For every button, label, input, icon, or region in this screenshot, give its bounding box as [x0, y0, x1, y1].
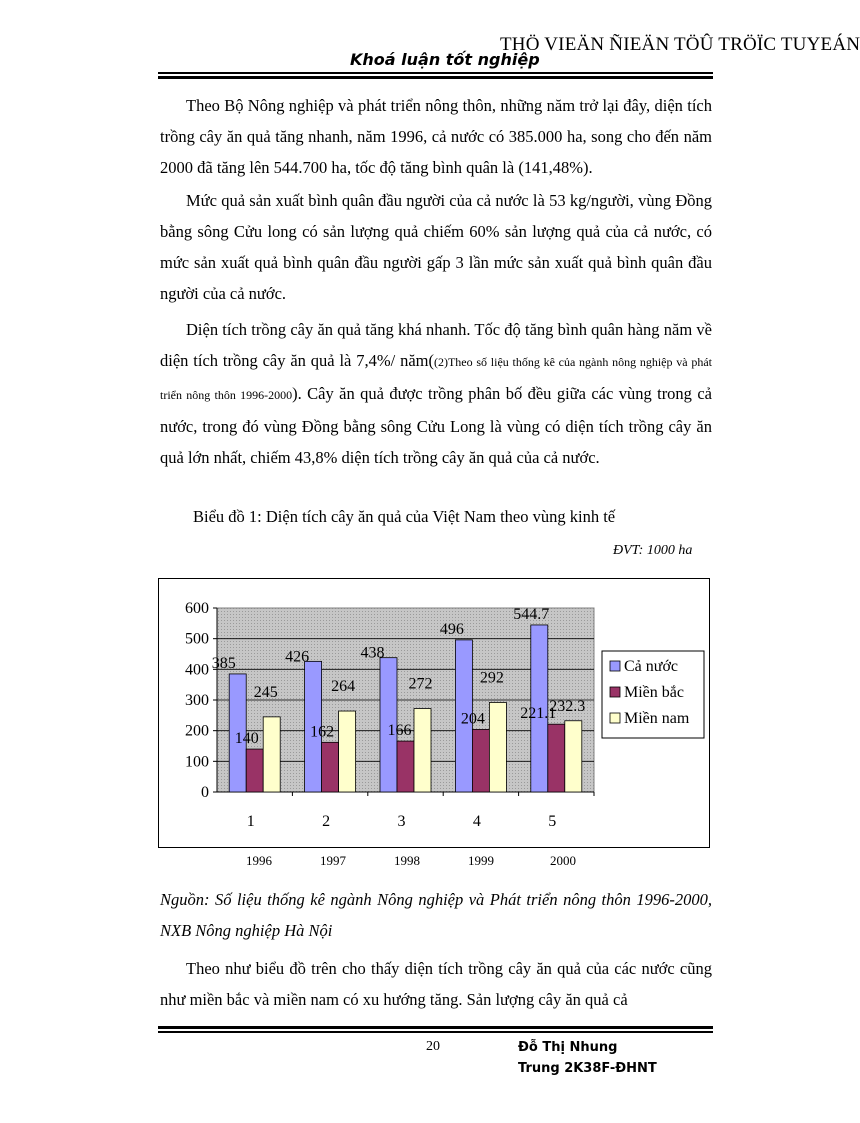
bar	[246, 749, 263, 792]
x-tick-label: 4	[472, 813, 481, 830]
bar	[565, 721, 582, 792]
y-tick-label: 400	[185, 661, 209, 679]
bar	[489, 702, 506, 792]
header-rule-thick	[158, 76, 713, 79]
data-label: 204	[460, 710, 485, 728]
legend-label: Miền nam	[624, 710, 690, 727]
legend-swatch	[610, 661, 620, 671]
y-tick-label: 600	[185, 600, 209, 617]
data-label: 496	[439, 620, 464, 638]
author-name: Đỗ Thị Nhung	[518, 1040, 618, 1055]
y-tick-label: 300	[185, 692, 209, 709]
data-label: 162	[310, 723, 335, 741]
paragraph-4	[160, 953, 712, 1015]
x-tick-label: 2	[322, 813, 331, 830]
paragraph-4-text: Theo như biểu đồ trên cho thấy diện tích trồng cây ăn quả của các nước cũng như miền bắc và miền nam có xu hướng tăng. Sản lượng cây ăn quả cả	[160, 959, 712, 1009]
bar-chart	[158, 578, 710, 848]
paragraph-2	[160, 185, 712, 309]
data-label: 264	[331, 678, 356, 696]
year-label: 2000	[550, 853, 576, 868]
paragraph-3-text: Diện tích trồng cây ăn quả tăng khá nhanh. Tốc độ tăng bình quân hàng năm về diện tích trồng cây ăn quả là 7,4%/ năm(	[160, 320, 712, 370]
paragraph-3	[160, 314, 712, 473]
legend-swatch	[610, 713, 620, 723]
paragraph-1	[160, 90, 712, 183]
bar	[414, 709, 431, 792]
year-label: 1996	[246, 853, 272, 868]
x-tick-label: 5	[548, 813, 557, 830]
author-class: Trung 2K38F-ĐHNT	[518, 1061, 657, 1076]
y-tick-label: 100	[185, 753, 209, 771]
bar	[548, 724, 565, 792]
year-label: 1999	[468, 853, 494, 868]
figure-source: Nguồn: Số liệu thống kê ngành Nông nghiệp và Phát triển nông thôn 1996-2000, NXB Nông nghiệp Hà Nội	[160, 890, 712, 940]
footer-rule-thin	[158, 1031, 713, 1033]
bar	[263, 717, 280, 792]
data-label: 426	[285, 648, 310, 666]
x-tick-label: 1	[246, 813, 255, 830]
data-label: 438	[360, 644, 385, 662]
page-number: 20	[426, 1039, 440, 1054]
data-label: 544.7	[513, 605, 550, 623]
footnote-reference: (2)Theo số liệu thống kê của ngành nông nghiệp và phát triển nông thôn 1996-2000	[160, 355, 712, 402]
paragraph-1-text: Theo Bộ Nông nghiệp và phát triển nông thôn, những năm trở lại đây, diện tích trồng cây ăn quả tăng nhanh, năm 1996, cả nước có 385.000 ha, song cho đến năm 2000 đã tăng lên 544.700 ha, tốc độ tăng bình quân là (141,48%).	[160, 96, 712, 177]
paragraph-2-text: Mức quả sản xuất bình quân đầu người của cả nước là 53 kg/người, vùng Đồng bằng sông Cửu long có sản lượng quả chiếm 60% sản lượng quả của cả nước, có mức sản xuất quả bình quân đầu người gấp 3 lần mức sản xuất quả bình quân đầu người của cả nước.	[160, 191, 712, 303]
bar	[472, 729, 489, 792]
bar	[322, 742, 339, 792]
data-label: 385	[211, 654, 236, 672]
footer-rule-thick	[158, 1026, 713, 1029]
footer-author	[518, 1037, 657, 1079]
data-label: 245	[253, 683, 278, 701]
y-tick-label: 200	[185, 722, 209, 740]
paragraph-3-text-end: ). Cây ăn quả được trồng phân bố đều giữa các vùng trong cả nước, trong đó vùng Đồng bằng sông Cửu Long là vùng có diện tích trồng cây ăn quả lớn nhất, chiếm 43,8% diện tích trồng cây ăn quả của cả nước.	[160, 384, 712, 467]
header-title: Khoá luận tốt nghiệp	[350, 50, 540, 69]
figure-caption: Biểu đồ 1: Diện tích cây ăn quả của Việt Nam theo vùng kinh tế	[193, 507, 616, 526]
figure-unit: ĐVT: 1000 ha	[613, 543, 693, 558]
legend-swatch	[610, 687, 620, 697]
data-label: 221.1	[520, 705, 557, 723]
bar	[339, 711, 356, 792]
year-label: 1997	[320, 853, 346, 868]
library-watermark: THÖ VIEÄN ÑIEÄN TÖÛ TRÖÏC TUYEÁN	[500, 34, 860, 55]
data-label: 166	[387, 722, 412, 740]
y-tick-label: 0	[201, 784, 209, 801]
y-tick-label: 500	[185, 630, 209, 648]
data-label: 292	[479, 669, 504, 687]
x-tick-label: 3	[397, 813, 406, 830]
data-label: 232.3	[549, 697, 586, 715]
bar	[397, 741, 414, 792]
data-label: 140	[234, 730, 259, 748]
legend-label: Miền bắc	[624, 684, 684, 701]
year-label: 1998	[394, 853, 420, 868]
header-rule-thin	[158, 72, 713, 74]
legend-label: Cả nước	[624, 658, 679, 675]
data-label: 272	[408, 675, 433, 693]
